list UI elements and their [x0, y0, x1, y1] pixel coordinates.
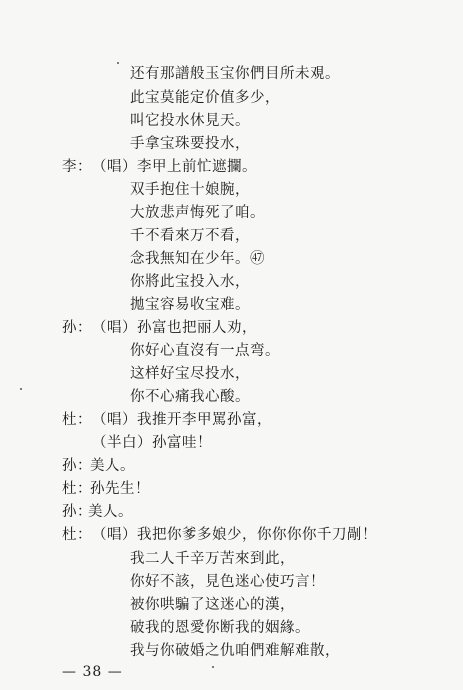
speaker-label: 杜：: [62, 412, 92, 428]
line-text: （唱）我把你爹多娘少，你你你你千刀剮！: [92, 527, 377, 543]
line-text: 你將此宝投入水，: [130, 274, 250, 290]
scan-speck: [20, 388, 22, 390]
line-text: 你好心直沒有一点弯。: [130, 343, 280, 359]
line-text: 我与你破婚之仇咱們难解难散，: [130, 643, 340, 659]
line-text: 双手抱住十娘腕，: [130, 182, 250, 198]
line-text: 还有那譜般玉宝你們目所未覌。: [130, 66, 340, 82]
line-text: （唱）我推开李甲罵孙富，: [92, 412, 272, 428]
line-text: 叫它投水休見天。: [130, 113, 250, 129]
line-text: 我二人千辛万苦來到此，: [130, 551, 295, 567]
line-text: 拋宝容易收宝难。: [130, 297, 250, 313]
line-text: 破我的恩愛你断我的姻緣。: [130, 620, 310, 636]
line-text: 美人。: [88, 504, 133, 520]
line-text: 你好不該，見色迷心使巧言！: [130, 574, 325, 590]
speaker-label: 李：: [62, 159, 92, 175]
speaker-label: 孙：: [62, 504, 92, 520]
scan-speck: [117, 62, 119, 64]
line-text: 你不心痛我心酸。: [130, 389, 250, 405]
line-text: 大放悲声悔死了咱。: [130, 205, 265, 221]
line-text: 美人。: [90, 458, 135, 474]
page-number: — 38 —: [62, 664, 123, 680]
line-text: 被你哄騙了这迷心的漢，: [130, 597, 295, 613]
speaker-label: 杜：: [62, 481, 92, 497]
speaker-label: 孙：: [62, 458, 92, 474]
line-text: 手拿宝珠要投水，: [130, 136, 250, 152]
line-text: 这样好宝尽投水，: [130, 366, 250, 382]
line-text: （唱）孙富也把丽人劝，: [92, 320, 257, 336]
speaker-label: 孙：: [62, 320, 92, 336]
line-text: （半白）孙富哇！: [92, 435, 212, 451]
line-text: （唱）李甲上前忙遮攔。: [92, 159, 257, 175]
line-text: 孙先生！: [90, 481, 150, 497]
speaker-label: 杜：: [62, 527, 92, 543]
line-text: 念我無知在少年。㊼: [130, 251, 265, 267]
line-text: 此宝莫能定价值多少，: [130, 90, 280, 106]
line-text: 千不看來万不看，: [130, 228, 250, 244]
scan-speck: [212, 666, 214, 668]
